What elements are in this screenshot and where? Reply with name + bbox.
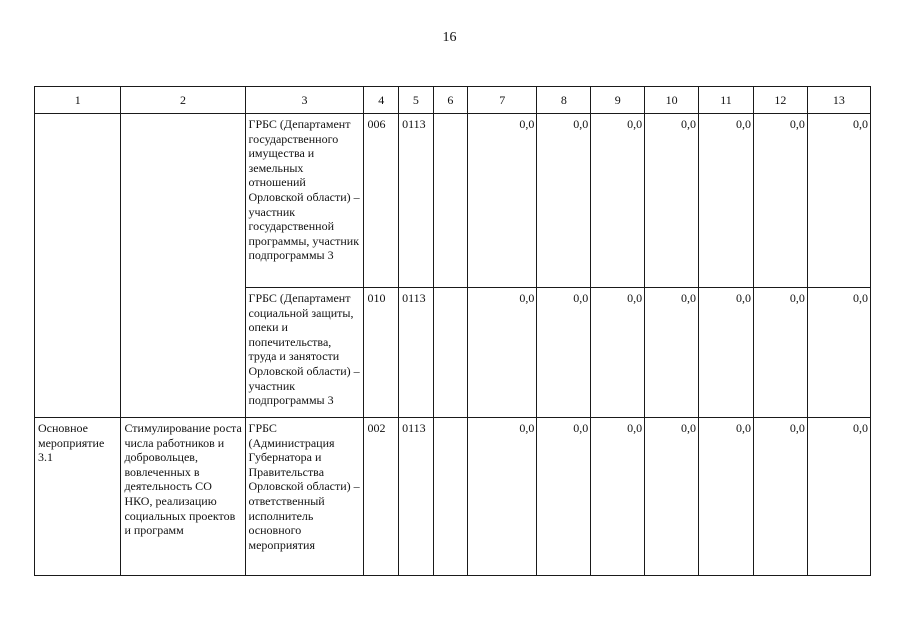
- executor-cell: ГРБС (Департамент государственного имущества и земельных отношений Орловской области) – участник государственной программы, участник подпрограммы 3: [245, 114, 364, 288]
- column-header: 12: [753, 87, 807, 114]
- column-header: 13: [807, 87, 870, 114]
- value-cell: 0,0: [699, 418, 754, 576]
- header-row: [35, 87, 871, 114]
- value-cell: 0,0: [753, 288, 807, 418]
- column-header: 10: [645, 87, 699, 114]
- value-cell: 0,0: [468, 114, 537, 288]
- description-cell: Стимулирование роста числа работников и добровольцев, вовлеченных в деятельность СО НКО, реализацию социальных проектов и программ: [121, 418, 245, 576]
- column-header: 1: [35, 87, 121, 114]
- measure-cell: [35, 114, 121, 418]
- measure-cell: Основное мероприятие 3.1: [35, 418, 121, 576]
- value-cell: 0,0: [468, 418, 537, 576]
- grbs-code-cell: 002: [364, 418, 399, 576]
- table-row: [35, 114, 871, 288]
- value-cell: 0,0: [537, 288, 591, 418]
- executor-cell: ГРБС (Департамент социальной защиты, опеки и попечительства, труда и занятости Орловской области) – участник подпрограммы 3: [245, 288, 364, 418]
- value-cell: 0,0: [591, 288, 645, 418]
- description-cell: [121, 114, 245, 418]
- column-header: 6: [433, 87, 468, 114]
- value-cell: 0,0: [537, 418, 591, 576]
- executor-cell: ГРБС (Администрация Губернатора и Правительства Орловской области) – ответственный исполнитель основного мероприятия: [245, 418, 364, 576]
- value-cell: 0,0: [645, 418, 699, 576]
- budget-table: [34, 86, 871, 576]
- column-header: 9: [591, 87, 645, 114]
- column-header: 5: [399, 87, 434, 114]
- column-header: 4: [364, 87, 399, 114]
- column-header: 3: [245, 87, 364, 114]
- column-header: 2: [121, 87, 245, 114]
- table-row: [35, 418, 871, 576]
- value-cell: 0,0: [468, 288, 537, 418]
- section-code-cell: 0113: [399, 288, 434, 418]
- value-cell: 0,0: [537, 114, 591, 288]
- section-code-cell: 0113: [399, 114, 434, 288]
- section-code-cell: 0113: [399, 418, 434, 576]
- value-cell: 0,0: [591, 114, 645, 288]
- page-number: 16: [442, 30, 457, 45]
- column-header: 7: [468, 87, 537, 114]
- grbs-code-cell: 006: [364, 114, 399, 288]
- col6-cell: [433, 114, 468, 288]
- value-cell: 0,0: [699, 114, 754, 288]
- grbs-code-cell: 010: [364, 288, 399, 418]
- value-cell: 0,0: [645, 114, 699, 288]
- value-cell: 0,0: [645, 288, 699, 418]
- col6-cell: [433, 288, 468, 418]
- value-cell: 0,0: [807, 418, 870, 576]
- value-cell: 0,0: [753, 418, 807, 576]
- col6-cell: [433, 418, 468, 576]
- value-cell: 0,0: [753, 114, 807, 288]
- value-cell: 0,0: [591, 418, 645, 576]
- value-cell: 0,0: [807, 288, 870, 418]
- column-header: 11: [699, 87, 754, 114]
- column-header: 8: [537, 87, 591, 114]
- value-cell: 0,0: [807, 114, 870, 288]
- value-cell: 0,0: [699, 288, 754, 418]
